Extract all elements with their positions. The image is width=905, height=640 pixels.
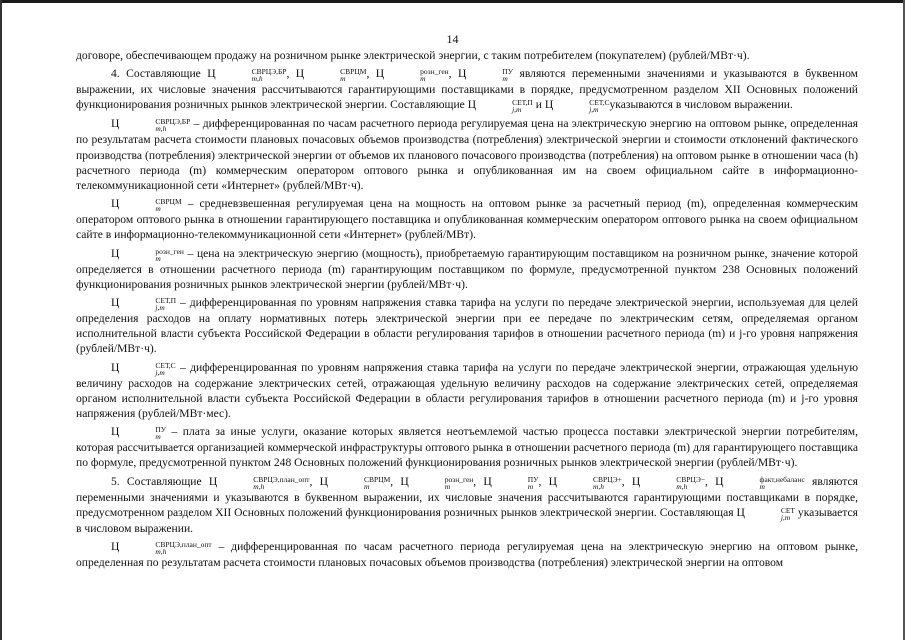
document-body (76, 48, 858, 570)
definition-text: – дифференцированная по уровням напряжения ставка тарифа на услуги по передаче электрической энергии, используемая для целей определения расходов на оплату нормативных потерь электрической энергии при ее передаче по электрическим сетям, определяемая органом исполнительной власти субъекта Российской Федерации в области регулирования тарифов в отношении расчетного периода (m) и j-го уровня напряжения (рублей/МВт·ч). (76, 296, 858, 356)
symbol-svrcm: Ц СВРЦМ m (295, 67, 367, 84)
definition-text: – цена на электрическую энергию (мощность), приобретаемую гарантирующим поставщиком на розничном рынке, значение которой определяется в отношении расчетного периода (m) гарантирующим поставщиком по формуле, предусмотренной пунктом 238 Основных положений функционирования розничных рынков электрической энергии (рублей/МВт·ч). (76, 246, 858, 291)
definition-set-s (76, 360, 858, 422)
p5-body: являются переменными значениями и указываются в буквенном выражении, их числовые значения рассчитываются гарантирующими поставщиками в порядке, предусмотренном разделом XII Основных положений функционирования розничных рынков электрической энергии. Составляющая (76, 474, 858, 519)
symbol-pu: Ц ПУ m (457, 67, 514, 84)
scan-top-edge (0, 0, 905, 3)
page-number: 14 (446, 32, 459, 46)
definition-rozn-gen (76, 246, 858, 292)
definition-svrcz-br (76, 116, 858, 193)
paragraph-continuation (76, 48, 858, 63)
definition-text: – средневзвешенная регулируемая цена на мощность на оптовом рынке за расчетный период (m), определенная коммерческим оператором оптового рынка в отношении гарантирующего поставщика и опубликованная коммерческим оператором оптового рынка на своем официальном сайте в информационно-телекоммуникационной сети «Интернет» (рублей/МВт). (76, 197, 858, 242)
continuation-text: договоре, обеспечивающем продажу на розничном рынке электрической энергии, с таким потребителем (покупателем) (рублей/МВт·ч). (76, 49, 750, 62)
p4-body: являются переменными значениями и указываются в буквенном выражении, их числовые значения рассчитываются гарантирующими поставщиками в порядке, предусмотренном разделом XII Основных положений функционирования розничных рынков электрической энергии. Составляющие (76, 67, 859, 112)
definition-svrcm (76, 196, 858, 242)
definition-text: – дифференцированная по уровням напряжения ставка тарифа на услуги по передаче электрической энергии, отражающая удельную величину расходов на содержание электрических сетей, отражающая удельную величину расходов на содержание электрических сетей, определяемая органом исполнительной власти субъекта Российской Федерации в области регулирования тарифов в отношении расчетного периода (m) и j-го уровня напряжения (рублей/МВт·мес). (76, 360, 858, 421)
symbol-svrcz-minus: Ц СВРЦЭ− m,h (631, 474, 706, 491)
definition-svrcz-plan (76, 539, 858, 570)
symbol-set: Ц СЕТ j,m (736, 505, 796, 522)
definition-pu (76, 424, 858, 470)
symbol-svrcz-plus: Ц СВРЦЭ+ m,h (548, 474, 622, 491)
paragraph-5: 5. Составляющие Ц СВРЦЭ,план_опт m,h , Ц СВРЦМ m , Ц розн_ген m , Ц ПУ m , Ц СВРЦЭ+ m,h , Ц СВРЦЭ− m,h , Ц факт,небаланс m являются переменными значениями и указываются в буквенном выражении, их числовые значения рассчитываются гарантирующими поставщиками в порядке, предусмотренном разделом XII Основных положений функционирования розничных рынков электрической энергии. Составляющая Ц СЕТ j,m указывается в числовом выражении. (76, 474, 858, 535)
symbol-set-p: Ц СЕТ,П j,m (111, 296, 177, 313)
definition-text: – дифференцированная по часам расчетного периода регулируемая цена на электрическую энергию на оптовом рынке, определенная по результатам расчета стоимости плановых почасовых объемов производства (потребления) электрической энергии и стоимости отклонений фактического производства (потребления) электрической энергии от объемов их планового почасового производства (потребления) на оптовом рынке в отношении часа (h) расчетного периода (m) коммерческим оператором оптового рынка и опубликованная им на своем официальном сайте в информационно-телекоммуникационной сети «Интернет» (рублей/МВт·ч). (76, 117, 858, 193)
symbol-svrcz-br: Ц СВРЦЭ,БР m,h (207, 67, 287, 84)
symbol-rozn-gen: Ц розн_ген m (111, 246, 184, 263)
symbol-rozn-gen: Ц розн_ген m (400, 474, 474, 491)
p5-lead: 5. Составляющие (111, 474, 209, 488)
symbol-set-p: Ц СЕТ,П j,m (467, 98, 533, 115)
symbol-pu: Ц ПУ m (111, 425, 167, 442)
p5-tail: указывается в числовом выражении. (76, 505, 858, 535)
symbol-svrcz-plan: Ц СВРЦЭ,план_опт m,h (208, 474, 310, 491)
symbol-svrcz-br: Ц СВРЦЭ,БР m,h (111, 117, 191, 134)
symbol-svrcm: Ц СВРЦМ m (111, 197, 182, 214)
p4-lead: 4. Составляющие (111, 67, 208, 81)
symbol-rozn-gen: Ц розн_ген m (375, 67, 449, 84)
symbol-set-s: Ц СЕТ,С j,m (544, 98, 610, 115)
definition-text: – дифференцированная по часам расчетного периода регулируемая цена на электрическую энергию на оптовом рынке, определенная по результатам расчета стоимости плановых почасовых объемов производства (потребления) электрической энергии на оптовом (76, 540, 858, 570)
definition-set-p (76, 295, 858, 357)
paragraph-4: 4. Составляющие Ц СВРЦЭ,БР m,h , Ц СВРЦМ m , Ц розн_ген m , Ц ПУ m являются переменными значениями и указываются в буквенном выражении, их числовые значения рассчитываются гарантирующими поставщиками в порядке, предусмотренном разделом XII Основных положений функционирования розничных рынков электрической энергии. Составляющие Ц СЕТ,П j,m и Ц СЕТ,С j,m указываются в числовом выражении. (76, 67, 859, 115)
definition-text: – плата за иные услуги, оказание которых является неотъемлемой частью процесса поставки электрической энергии потребителям, которая рассчитывается организацией коммерческой инфраструктуры оптового рынка в отношении расчетного периода (m) для гарантирующего поставщика по формуле, предусмотренной пунктом 248 Основных положений функционирования розничных рынков электрической энергии (рублей/МВт·ч). (76, 425, 858, 470)
symbol-svrcm: Ц СВРЦМ m (319, 474, 391, 491)
symbol-pu: Ц ПУ m (483, 474, 539, 491)
symbol-svrcz-plan: Ц СВРЦЭ,план_опт m,h (111, 540, 212, 557)
p4-tail: указываются в числовом выражении. (609, 98, 793, 112)
symbol-fakt-nebalans: Ц факт,небаланс m (715, 474, 805, 491)
symbol-set-s: Ц СЕТ,С j,m (111, 360, 176, 377)
scan-left-edge (0, 0, 2, 640)
